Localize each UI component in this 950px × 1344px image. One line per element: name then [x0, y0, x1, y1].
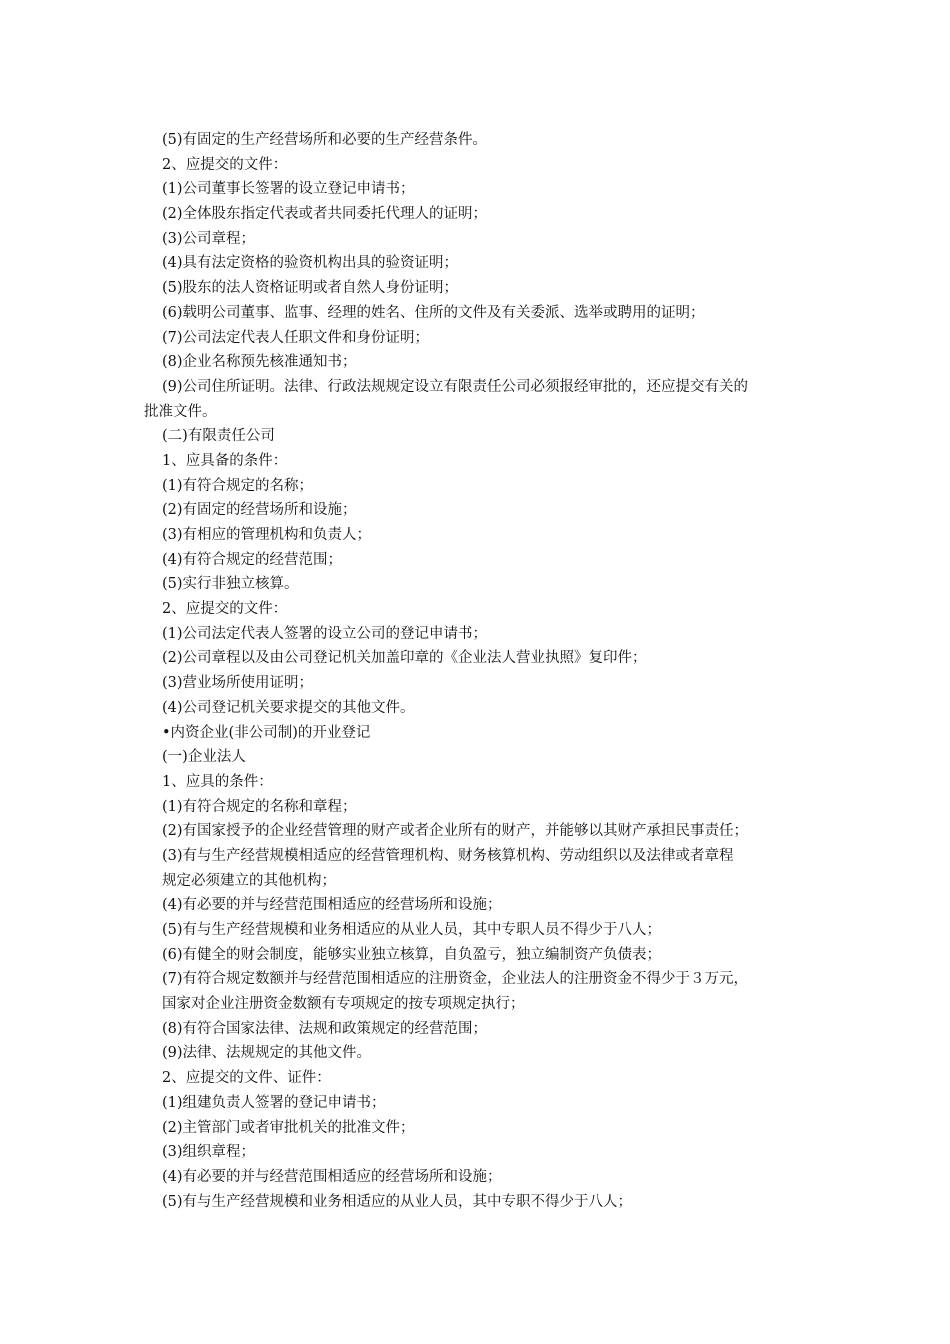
text-line: 1、应具的条件： [162, 773, 273, 790]
text-line: (2)有固定的经营场所和设施； [162, 502, 357, 519]
text-line: 2、应提交的文件、证件： [162, 1070, 331, 1087]
text-line: 2、应提交的文件： [162, 601, 288, 618]
text-line: (4)公司登记机关要求提交的其他文件。 [162, 699, 415, 716]
text-line: (1)公司法定代表人签署的设立公司的登记申请书； [162, 625, 488, 642]
text-line: (8)企业名称预先核准通知书； [162, 354, 357, 371]
text-line: (2)有国家授予的企业经营管理的财产或者企业所有的财产，并能够以其财产承担民事责任； [162, 823, 749, 840]
text-line: (3)营业场所使用证明； [162, 675, 314, 692]
document-body [144, 128, 812, 1214]
text-line: (5)股东的法人资格证明或者自然人身份证明； [162, 280, 459, 297]
text-line: (8)有符合国家法律、法规和政策规定的经营范围； [162, 1020, 488, 1037]
text-line: (2)公司章程以及由公司登记机关加盖印章的《企业法人营业执照》复印件； [162, 650, 647, 667]
text-line: (5)有固定的生产经营场所和必要的生产经营条件。 [162, 132, 488, 148]
text-line: (3)有相应的管理机构和负责人； [162, 527, 372, 543]
text-line: (5)有与生产经营规模和业务相适应的从业人员，其中专职人员不得少于八人； [162, 922, 662, 938]
text-line: (7)有符合规定数额并与经营范围相适应的注册资金，企业法人的注册资金不得少于３万元， [162, 971, 749, 988]
text-line: (1)有符合规定的名称； [162, 477, 314, 494]
text-line: (1)组建负责人签署的登记申请书； [162, 1094, 386, 1111]
text-line: (9)法律、法规规定的其他文件。 [162, 1045, 372, 1062]
text-line: (4)有必要的并与经营范围相适应的经营场所和设施； [162, 1168, 502, 1185]
text-line: (6)有健全的财会制度，能够实业独立核算，自负盈亏，独立编制资产负债表； [162, 946, 662, 963]
text-line: (3)组织章程； [162, 1144, 256, 1161]
text-line: (1)有符合规定的名称和章程； [162, 798, 357, 815]
section-heading: •内资企业(非公司制)的开业登记 [162, 724, 371, 741]
text-line: (6)载明公司董事、监事、经理的姓名、住所的文件及有关委派、选举或聘用的证明； [162, 304, 705, 321]
text-line: (3)有与生产经营规模相适应的经营管理机构、财务核算机构、劳动组织以及法律或者章程 [162, 847, 734, 864]
text-line-continuation: 规定必须建立的其他机构； [162, 872, 336, 889]
text-line: (4)有符合规定的经营范围； [162, 551, 343, 568]
text-line-continuation: 国家对企业注册资金数额有专项规定的按专项规定执行； [162, 996, 525, 1013]
text-line: (2)全体股东指定代表或者共同委托代理人的证明； [162, 206, 488, 223]
text-line: (5)有与生产经营规模和业务相适应的从业人员，其中专职不得少于八人； [162, 1193, 633, 1210]
text-line: (3)公司章程； [162, 230, 256, 247]
text-line: (1)公司董事长签署的设立登记申请书； [162, 181, 415, 198]
section-heading: (一)企业法人 [162, 749, 246, 766]
section-heading: (二)有限责任公司 [162, 428, 275, 445]
text-line: (2)主管部门或者审批机关的批准文件； [162, 1119, 415, 1136]
text-line: 1、应具备的条件： [162, 452, 288, 469]
text-line-continuation: 批准文件。 [144, 403, 217, 420]
text-line: (5)实行非独立核算。 [162, 576, 299, 593]
text-line: (4)具有法定资格的验资机构出具的验资证明； [162, 255, 459, 272]
text-line: 2、应提交的文件： [162, 156, 288, 173]
text-line: (9)公司住所证明。法律、行政法规规定设立有限责任公司必须报经审批的，还应提交有关的 [162, 378, 749, 395]
text-line: (7)公司法定代表人任职文件和身份证明； [162, 329, 430, 346]
text-line: (4)有必要的并与经营范围相适应的经营场所和设施； [162, 897, 502, 914]
